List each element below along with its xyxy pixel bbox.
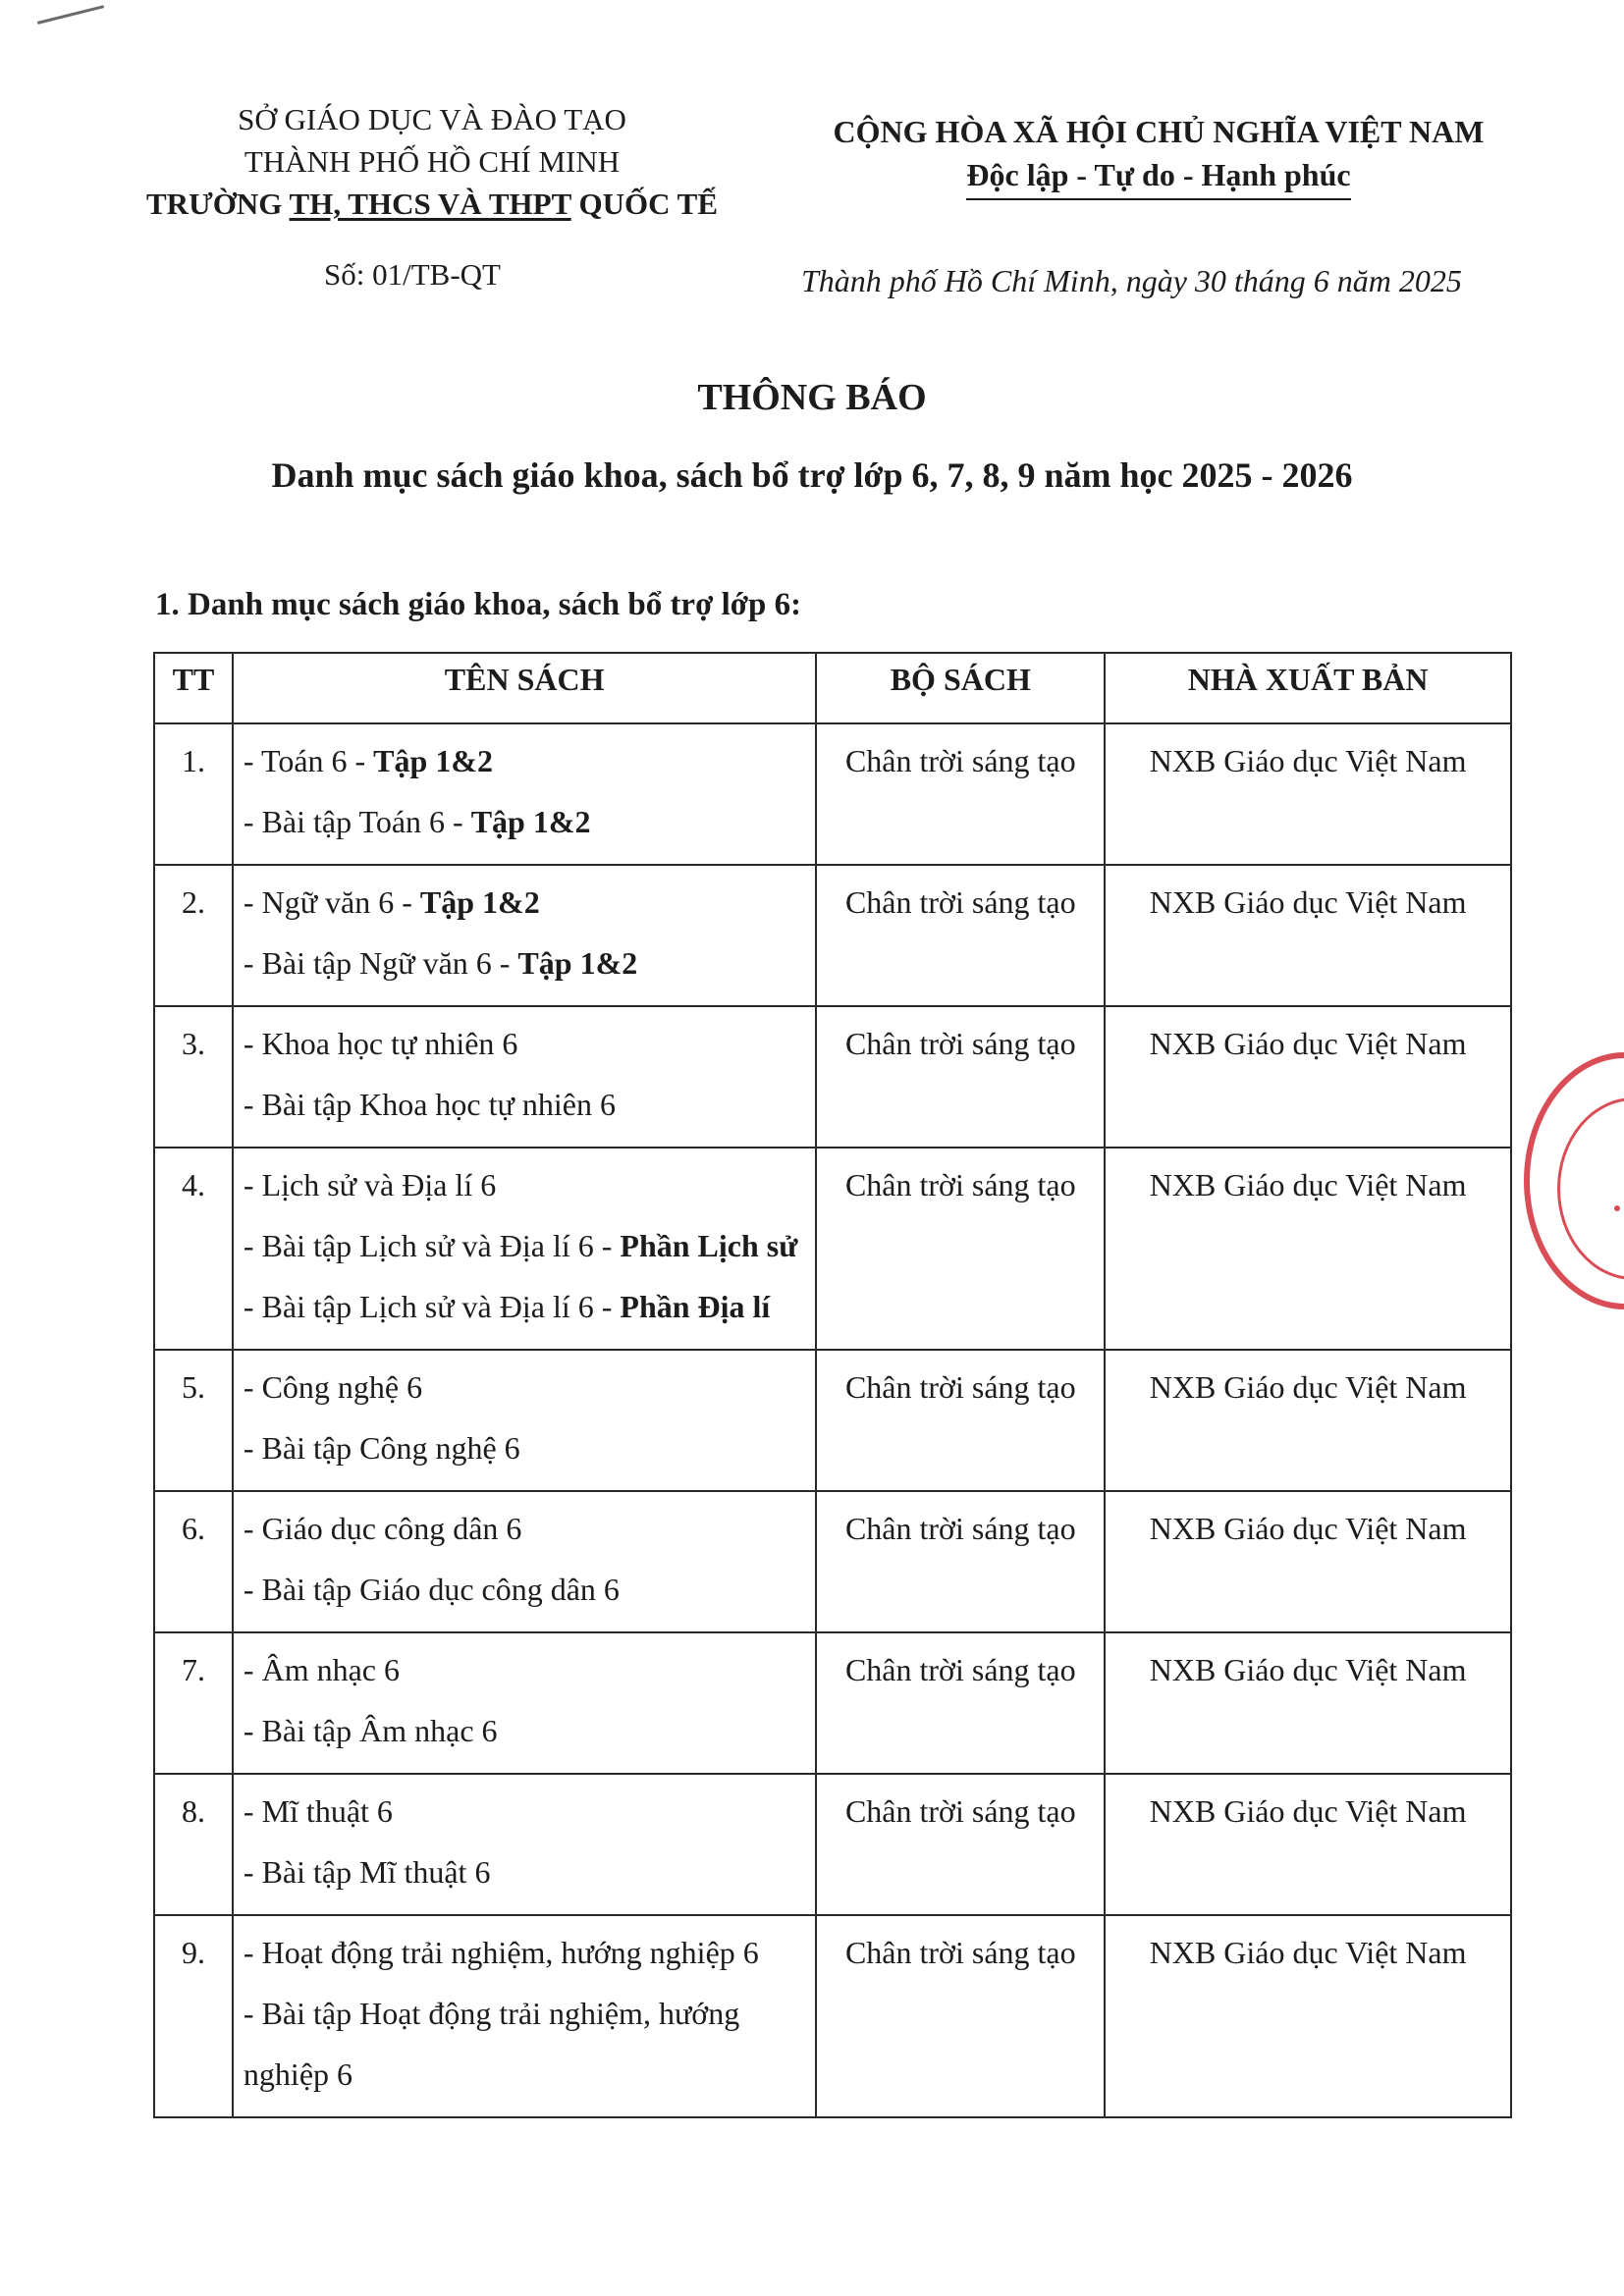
book-title xyxy=(244,1215,805,1276)
book-title xyxy=(244,791,805,852)
publisher: NXB Giáo dục Việt Nam xyxy=(1105,1915,1511,2117)
section-heading: 1. Danh mục sách giáo khoa, sách bổ trợ lớp 6: xyxy=(155,587,802,622)
row-number: 9. xyxy=(154,1915,233,2117)
book-title xyxy=(244,730,805,791)
table-row xyxy=(154,1632,1511,1774)
book-title-text: - Bài tập Ngữ văn 6 - xyxy=(243,945,518,981)
official-seal-inner-ring xyxy=(1557,1097,1624,1280)
book-set: Chân trời sáng tạo xyxy=(816,723,1105,865)
book-title-text: - Bài tập Lịch sử và Địa lí 6 - xyxy=(243,1289,621,1324)
book-title xyxy=(244,872,805,933)
book-title-emphasis: Tập 1&2 xyxy=(373,743,493,778)
book-set: Chân trời sáng tạo xyxy=(816,1006,1105,1148)
official-seal xyxy=(1524,1052,1624,1309)
book-title xyxy=(244,1842,805,1902)
issuing-authority-block xyxy=(118,98,746,225)
column-header-book-name: TÊN SÁCH xyxy=(233,653,816,723)
book-title-text: - Bài tập Toán 6 - xyxy=(243,804,471,839)
document-title: THÔNG BÁO xyxy=(697,377,927,418)
school-name-underlined: TH, THCS VÀ THPT xyxy=(289,187,571,221)
book-title xyxy=(244,1013,805,1074)
book-title-text: - Bài tập Hoạt động trải nghiệm, hướng nghiệp 6 xyxy=(243,1996,740,2092)
column-header-publisher: NHÀ XUẤT BẢN xyxy=(1105,653,1511,723)
book-title xyxy=(244,1357,805,1417)
pen-mark xyxy=(37,5,105,25)
table-header-row xyxy=(154,653,1511,723)
publisher: NXB Giáo dục Việt Nam xyxy=(1105,1774,1511,1915)
textbook-table xyxy=(153,652,1512,2118)
book-names-cell xyxy=(233,1006,816,1148)
publisher: NXB Giáo dục Việt Nam xyxy=(1105,1632,1511,1774)
book-set: Chân trời sáng tạo xyxy=(816,1148,1105,1350)
book-title xyxy=(244,1498,805,1559)
book-title xyxy=(244,1781,805,1842)
book-title-emphasis: Phần Địa lí xyxy=(620,1289,771,1324)
book-title-text: - Bài tập Lịch sử và Địa lí 6 - xyxy=(243,1228,621,1263)
row-number: 5. xyxy=(154,1350,233,1491)
school-name-prefix: TRƯỜNG xyxy=(146,187,290,221)
book-title xyxy=(244,1559,805,1620)
book-names-cell xyxy=(233,1491,816,1632)
publisher: NXB Giáo dục Việt Nam xyxy=(1105,723,1511,865)
book-title xyxy=(244,1276,805,1337)
book-title-text: - Bài tập Công nghệ 6 xyxy=(243,1430,520,1466)
book-title-text: - Lịch sử và Địa lí 6 xyxy=(243,1167,497,1202)
book-set: Chân trời sáng tạo xyxy=(816,1632,1105,1774)
publisher: NXB Giáo dục Việt Nam xyxy=(1105,1006,1511,1148)
city-name: THÀNH PHỐ HỒ CHÍ MINH xyxy=(244,144,621,179)
row-number: 1. xyxy=(154,723,233,865)
row-number: 8. xyxy=(154,1774,233,1915)
row-number: 6. xyxy=(154,1491,233,1632)
book-title-text: - Ngữ văn 6 - xyxy=(243,884,420,920)
book-title-emphasis: Phần Lịch sử xyxy=(620,1228,798,1263)
book-title-emphasis: Tập 1&2 xyxy=(419,884,540,920)
book-names-cell xyxy=(233,1915,816,2117)
publisher: NXB Giáo dục Việt Nam xyxy=(1105,1491,1511,1632)
table-body xyxy=(154,723,1511,2117)
book-title-text: - Bài tập Khoa học tự nhiên 6 xyxy=(243,1087,616,1122)
book-title-text: - Khoa học tự nhiên 6 xyxy=(243,1026,518,1061)
school-name-suffix: QUỐC TẾ xyxy=(570,187,718,221)
table-row xyxy=(154,1148,1511,1350)
table-row xyxy=(154,1915,1511,2117)
book-set: Chân trời sáng tạo xyxy=(816,865,1105,1006)
book-names-cell xyxy=(233,1774,816,1915)
book-set: Chân trời sáng tạo xyxy=(816,1491,1105,1632)
book-set: Chân trời sáng tạo xyxy=(816,1350,1105,1491)
book-title-text: - Bài tập Âm nhạc 6 xyxy=(243,1713,498,1748)
table-row xyxy=(154,1006,1511,1148)
book-title xyxy=(244,1922,805,1983)
table-row xyxy=(154,865,1511,1006)
book-title-text: - Bài tập Giáo dục công dân 6 xyxy=(243,1572,620,1607)
publisher: NXB Giáo dục Việt Nam xyxy=(1105,865,1511,1006)
book-title xyxy=(244,1417,805,1478)
table-row xyxy=(154,1774,1511,1915)
book-title-text: - Bài tập Mĩ thuật 6 xyxy=(243,1854,491,1890)
publisher: NXB Giáo dục Việt Nam xyxy=(1105,1148,1511,1350)
book-title-text: - Giáo dục công dân 6 xyxy=(243,1511,522,1546)
book-title xyxy=(244,1074,805,1135)
document-number: Số: 01/TB-QT xyxy=(324,257,501,292)
row-number: 2. xyxy=(154,865,233,1006)
book-names-cell xyxy=(233,1350,816,1491)
column-header-tt: TT xyxy=(154,653,233,723)
book-names-cell xyxy=(233,865,816,1006)
book-title-emphasis: Tập 1&2 xyxy=(517,945,638,981)
school-name xyxy=(118,183,746,225)
table-row xyxy=(154,1350,1511,1491)
row-number: 7. xyxy=(154,1632,233,1774)
national-header-block xyxy=(805,110,1512,200)
national-motto: Độc lập - Tự do - Hạnh phúc xyxy=(966,153,1350,200)
book-names-cell xyxy=(233,1148,816,1350)
table-row xyxy=(154,723,1511,865)
book-title-text: - Công nghệ 6 xyxy=(243,1369,423,1405)
book-title xyxy=(244,1700,805,1761)
book-names-cell xyxy=(233,723,816,865)
book-set: Chân trời sáng tạo xyxy=(816,1915,1105,2117)
book-title-text: - Mĩ thuật 6 xyxy=(243,1793,393,1829)
nation-name: CỘNG HÒA XÃ HỘI CHỦ NGHĨA VIỆT NAM xyxy=(833,114,1485,149)
official-seal-dot xyxy=(1614,1205,1620,1211)
book-names-cell xyxy=(233,1632,816,1774)
book-title xyxy=(244,1639,805,1700)
document-date: Thành phố Hồ Chí Minh, ngày 30 tháng 6 năm 2025 xyxy=(801,263,1462,298)
book-title-text: - Hoạt động trải nghiệm, hướng nghiệp 6 xyxy=(243,1935,759,1970)
row-number: 4. xyxy=(154,1148,233,1350)
column-header-book-set: BỘ SÁCH xyxy=(816,653,1105,723)
book-set: Chân trời sáng tạo xyxy=(816,1774,1105,1915)
row-number: 3. xyxy=(154,1006,233,1148)
table-row xyxy=(154,1491,1511,1632)
book-title-text: - Âm nhạc 6 xyxy=(243,1652,400,1687)
department-name: SỞ GIÁO DỤC VÀ ĐÀO TẠO xyxy=(238,102,626,136)
book-title xyxy=(244,1154,805,1215)
book-title-text: - Toán 6 - xyxy=(243,743,374,778)
book-title xyxy=(244,1983,805,2105)
book-title-emphasis: Tập 1&2 xyxy=(470,804,591,839)
publisher: NXB Giáo dục Việt Nam xyxy=(1105,1350,1511,1491)
book-title xyxy=(244,933,805,993)
document-subtitle: Danh mục sách giáo khoa, sách bổ trợ lớp 6, 7, 8, 9 năm học 2025 - 2026 xyxy=(271,455,1353,495)
